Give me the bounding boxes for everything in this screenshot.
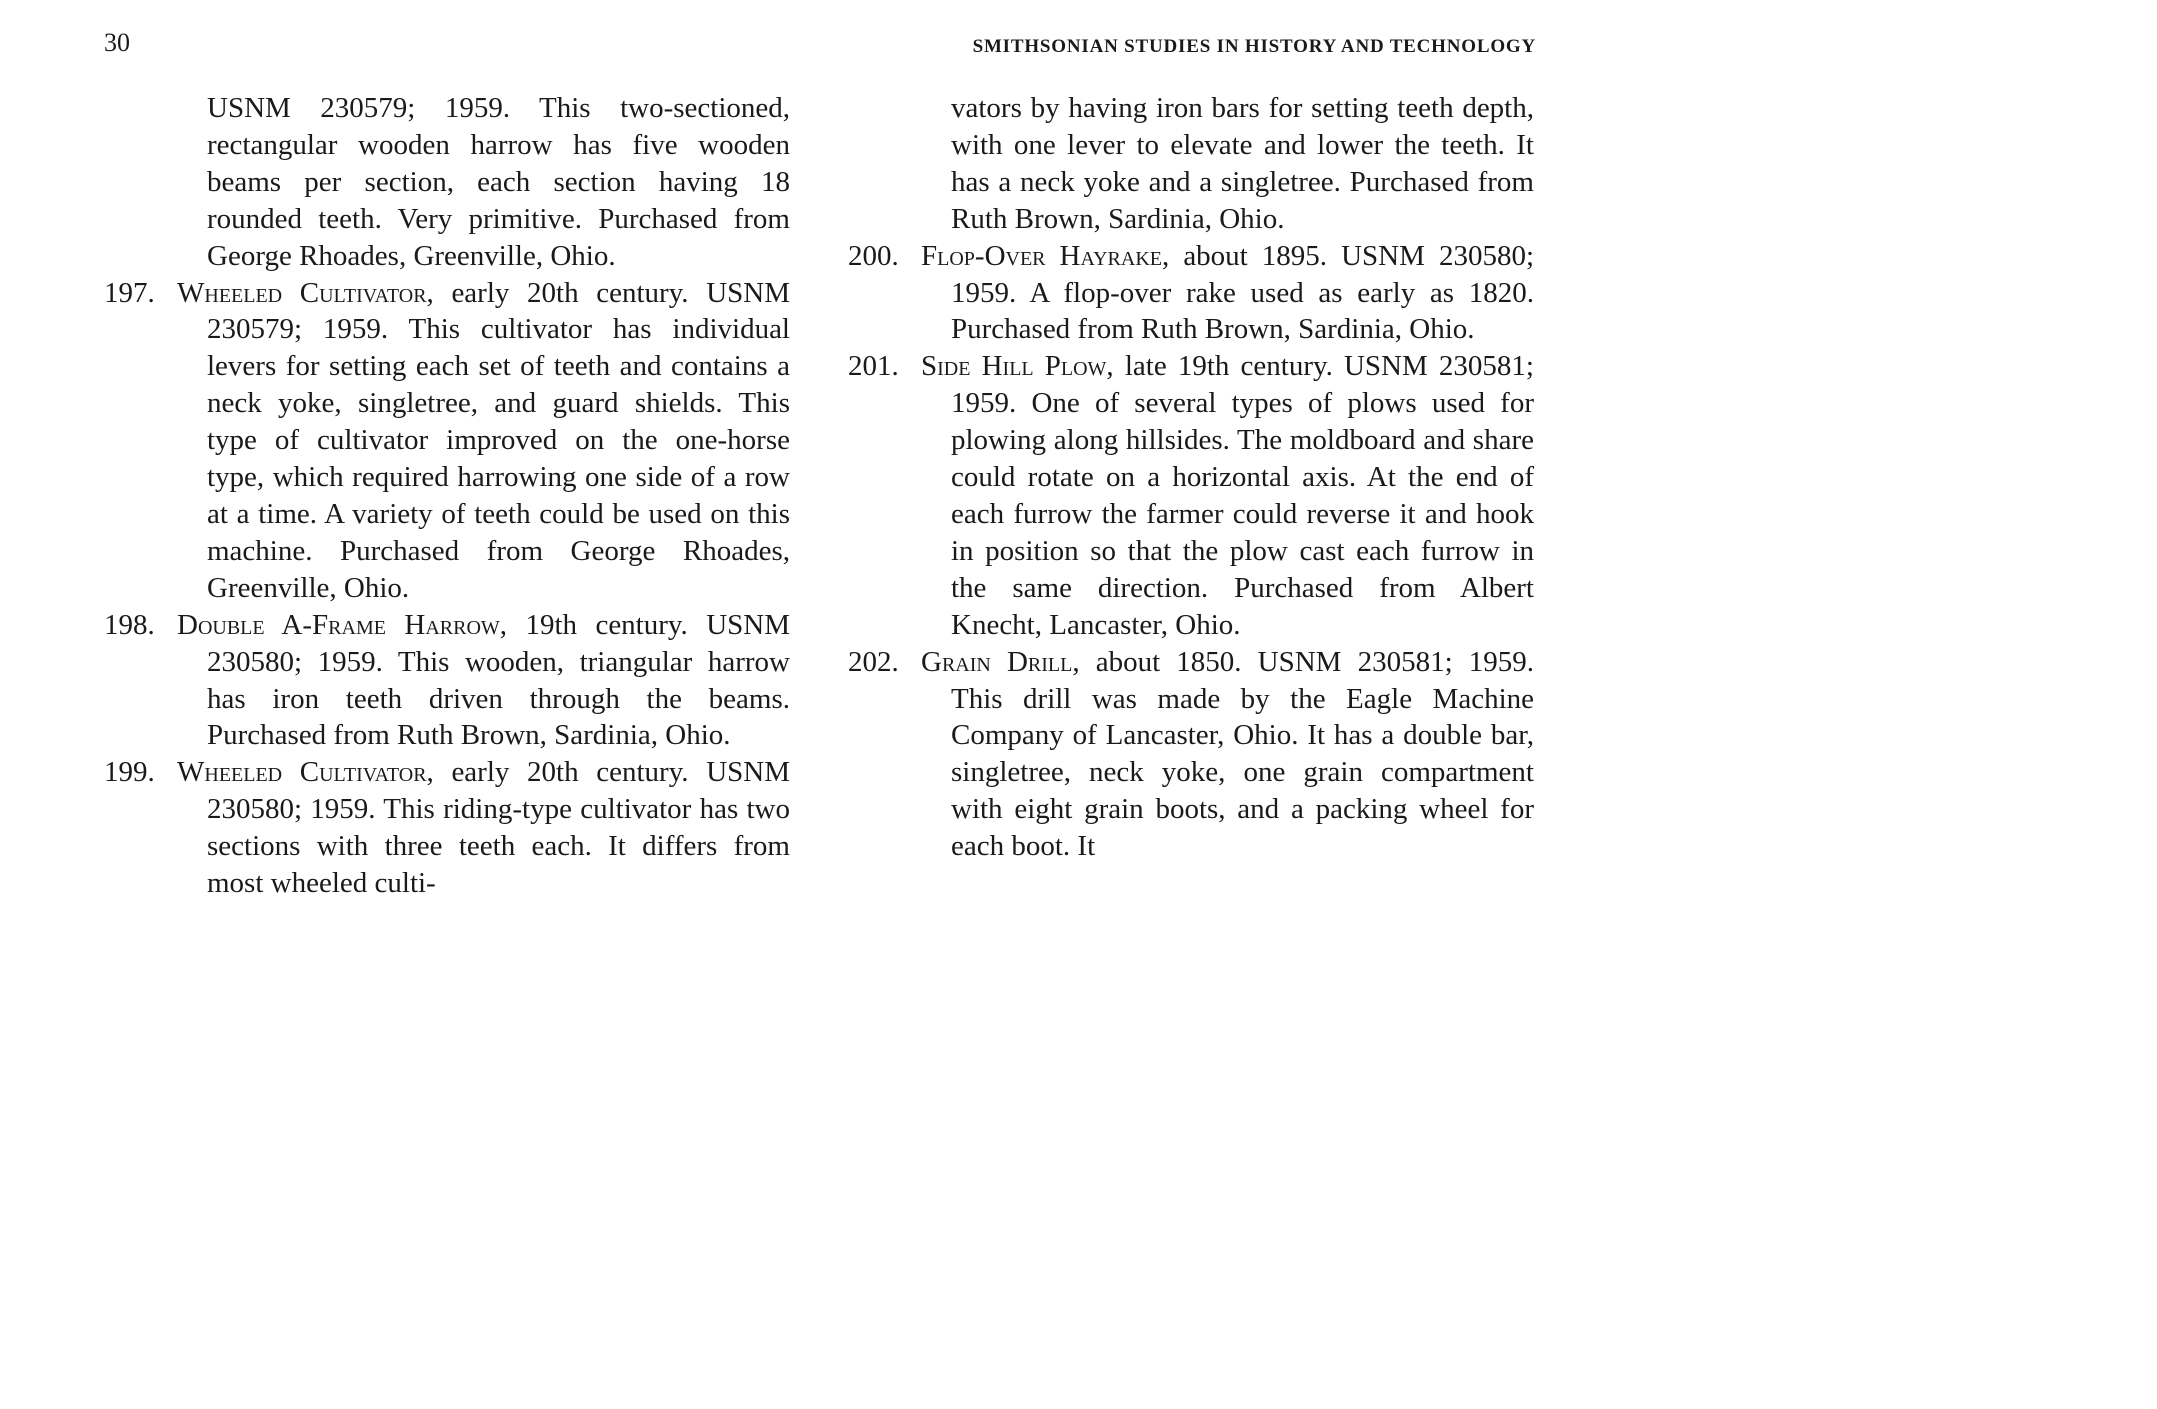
entry-number: 199. [104, 756, 155, 789]
page-number: 30 [104, 28, 130, 57]
entry-title: Double A-Frame Harrow, [177, 608, 508, 641]
entry-text: about 1850. USNM 230581; 1959. This drill was made by the Eagle Machine Company of Lancaster, Ohio. It has a double bar, singletree, neck yoke, one grain compartment with eight grain boots, and a packing wheel for each boot. It [951, 645, 1534, 863]
entry-title: Wheeled Cultivator, [177, 276, 434, 309]
catalog-entry-200 [848, 238, 1534, 349]
entry-text: late 19th century. USNM 230581; 1959. One of several types of plows used for plowing along hillsides. The moldboard and share could rotate on a horizontal axis. At the end of each furrow the farmer could reverse it and hook in position so that the plow cast each furrow in the same direction. Purchased from Albert Knecht, Lancaster, Ohio. [951, 350, 1534, 641]
catalog-entry-202 [848, 644, 1534, 865]
entry-number: 197. [104, 276, 155, 309]
entry-text: early 20th century. USNM 230580; 1959. This riding-type cultivator has two sections with three teeth each. It differs from most wheeled culti- [207, 756, 790, 900]
continued-entry-text: vators by having iron bars for setting teeth depth, with one lever to elevate and lower the teeth. It has a neck yoke and a singletree. Purchased from Ruth Brown, Sardinia, Ohio. [951, 92, 1534, 235]
catalog-entry-198 [104, 607, 790, 755]
entry-text: about 1895. USNM 230580; 1959. A flop-over rake used as early as 1820. Purchased from Ruth Brown, Sardinia, Ohio. [951, 239, 1534, 346]
entry-title: Flop-Over Hayrake, [921, 239, 1170, 272]
catalog-entry-201 [848, 348, 1534, 643]
catalog-entry-199 [104, 754, 790, 902]
entry-number: 202. [848, 645, 899, 678]
left-column [104, 90, 790, 902]
entry-title: Side Hill Plow, [921, 350, 1114, 383]
entry-number: 201. [848, 350, 899, 383]
entry-text: early 20th century. USNM 230579; 1959. This cultivator has individual levers for setting each set of teeth and contains a neck yoke, singletree, and guard shields. This type of cultivator improved on the one-horse type, which required harrowing one side of a row at a time. A variety of teeth could be used on this machine. Purchased from George Rhoades, Greenville, Ohio. [207, 276, 790, 604]
entry-number: 200. [848, 239, 899, 272]
continued-entry-text: USNM 230579; 1959. This two-sectioned, rectangular wooden harrow has five wooden beams per section, each section having 18 rounded teeth. Very primitive. Purchased from George Rhoades, Greenville, Ohio. [207, 92, 790, 272]
running-head: SMITHSONIAN STUDIES IN HISTORY AND TECHNOLOGY [972, 36, 1536, 57]
entry-number: 198. [104, 608, 155, 641]
entry-text: 19th century. USNM 230580; 1959. This wooden, triangular harrow has iron teeth driven through the beams. Purchased from Ruth Brown, Sardinia, Ohio. [207, 608, 790, 752]
entry-title: Wheeled Cultivator, [177, 756, 434, 789]
entry-title: Grain Drill, [921, 645, 1080, 678]
catalog-entry-197 [104, 275, 790, 607]
right-column [848, 90, 1534, 865]
